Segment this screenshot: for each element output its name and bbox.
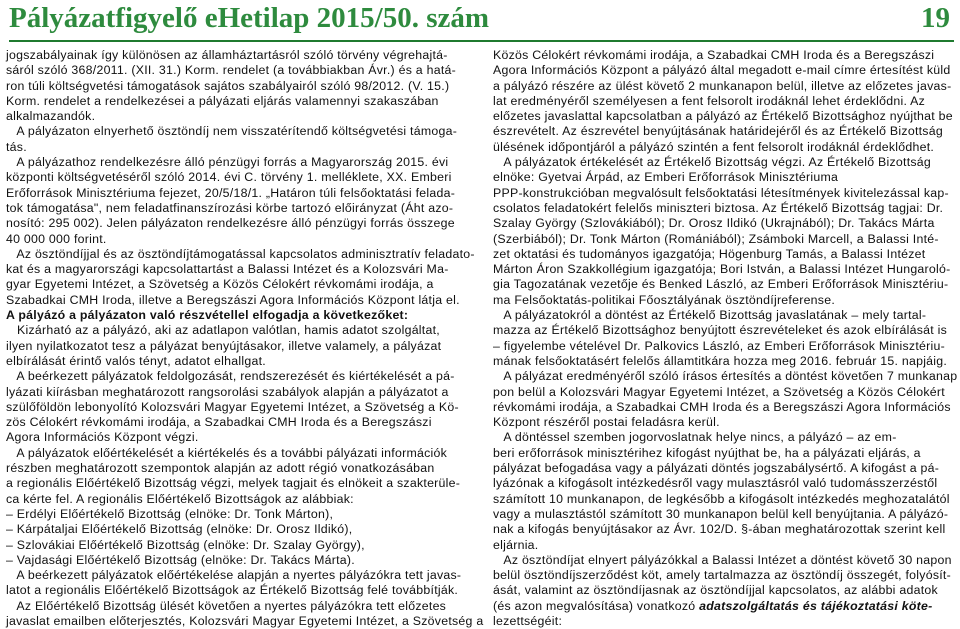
text-line: ülésének időpontjáról a pályázó szintén a fent felsorolt irodáknál érdeklődhet. xyxy=(493,139,935,154)
page-number: 19 xyxy=(921,2,950,34)
text-line: A beérkezett pályázatok előértékelése alapján a nyertes pályázókra tett javas- xyxy=(6,568,462,583)
text-line: – Kárpátaljai Előértékelő Bizottság (elnöke: Dr. Orosz Ildikó), xyxy=(6,522,353,537)
text-line: Az Előértékelő Bizottság ülését követően a nyertes pályázókra tett előzetes xyxy=(6,598,447,613)
text-line: latot a regionális Előértékelő Bizottságok az Értékelő Bizottság felé továbbítják. xyxy=(6,583,459,598)
text-line: ma Felsőoktatás-politikai Főosztályának ösztöndíjreferense. xyxy=(493,292,836,307)
text-line: a regionális Előértékelő Bizottság végzi, melyek tagjait és elnökeit a szakterüle- xyxy=(6,476,461,491)
text-line: Korm. rendelet a rendelkezései a pályázati eljárás valamennyi szakaszában xyxy=(6,93,439,108)
text-line: Kizárható az a pályázó, aki az adatlapon valótlan, hamis adatot szolgáltat, xyxy=(6,323,440,338)
text-line: A döntéssel szemben jogorvoslatnak helye nincs, a pályázó – az em- xyxy=(493,430,897,445)
text-line: sáról szóló 368/2011. (XII. 31.) Korm. rendelet (a továbbiakban Ávr.) és a hatá- xyxy=(6,63,456,78)
text-line: a pályázó részére az ülést követő 2 munkanapon belül, illetve az előzetes javas- xyxy=(493,78,952,93)
text-line: A pályázó a pályázaton való részvétellel elfogadja a következőket: xyxy=(6,308,409,323)
text-line: lezettségéit: xyxy=(493,613,563,628)
text-line: gyar Egyetemi Intézet, a Szövetség a Közös Célokért révkomámi irodája, a xyxy=(6,277,434,292)
text-line: 40 000 000 forint. xyxy=(6,231,107,246)
text-line: ca kérte fel. A regionális Előértékelő Bizottságok az alábbiak: xyxy=(6,491,354,506)
text-line: A pályázatok értékelését az Értékelő Bizottság végzi. Az Értékelő Bizottság xyxy=(493,155,932,170)
text-line: nosító: 295 002). Jelen pályázaton rendelkezésre álló pénzügyi forrás összege xyxy=(6,216,455,231)
text-line: Központ részéről postai feladásra kerül. xyxy=(493,415,720,430)
text-line: (és azon megvalósítása) vonatkozó adatszolgáltatás és tájékoztatási köte- xyxy=(493,598,933,613)
text-line: lyázati kiírásban meghatározott rangsorolási szabályok alapján a pályázatot a xyxy=(6,384,449,399)
text-line: eljárnia. xyxy=(493,537,539,552)
text-line: tás. xyxy=(6,139,27,154)
text-line: számított 10 munkanapon, de legkésőbb a kifogásolt intézkedés meghozatalától xyxy=(493,491,950,506)
text-line: Szalay György (Szlovákiából); Dr. Orosz Ildikó (Ukrajnából); Dr. Takács Márta xyxy=(493,216,935,231)
text-line: A beérkezett pályázatok feldolgozását, rendszerezését és kiértékelését a pá- xyxy=(6,369,455,384)
text-line: – figyelembe vételével Dr. Palkovics László, az Emberi Erőforrások Minisztériu- xyxy=(493,338,945,353)
text-line: mának felsőoktatásért felelős államtitkára hozza meg 2016. február 15. napjáig. xyxy=(493,353,948,368)
text-line: Az ösztöndíjjal és az ösztöndíjtámogatással kapcsolatos adminisztratív feladato- xyxy=(6,246,475,261)
text-line: alkalmazandók. xyxy=(6,109,96,124)
text-line: Közös Célokért révkomámi irodája, a Szabadkai CMH Iroda és a Beregszászi xyxy=(493,48,935,62)
text-line: A pályázathoz rendelkezésre álló pénzügyi forrás a Magyarország 2015. évi xyxy=(6,155,449,170)
text-line: – Vajdasági Előértékelő Bizottság (elnöke: Dr. Takács Márta). xyxy=(6,552,355,567)
text-line: – Erdélyi Előértékelő Bizottság (elnöke: Dr. Tonk Márton), xyxy=(6,506,334,521)
text-line: A pályázatok előértékelését a kiértékelés és a további pályázati információk xyxy=(6,445,448,460)
text-line: mazza az Értékelő Bizottsághoz benyújtott észrevételeket és azok elbírálását is xyxy=(493,323,948,338)
text-line: gia Tagozatának vezetője és Benked László, az Emberi Erőforrások Minisztériu- xyxy=(493,277,949,292)
text-line: Erőforrások Minisztériuma fejezet, 20/5/18/1. „Határon túli felsőoktatási felada- xyxy=(6,185,456,200)
text-line: szülőföldön lebonyolító Kolozsvári Magyar Egyetemi Intézet, a Szövetség a Kö- xyxy=(6,399,459,414)
text-line: belül ösztöndíjszerződést köt, amely tartalmazza az ösztöndíj összegét, folyósít- xyxy=(493,568,951,583)
text-line: pon belül a Kolozsvári Magyar Egyetemi Intézet, a Szövetség a Közös Célokért xyxy=(493,384,945,399)
text-line: Az ösztöndíjat elnyert pályázókkal a Balassi Intézet a döntést követő 30 napon xyxy=(493,552,952,567)
text-line: ását, valamint az ösztöndíjasnak az ösztöndíjjal kapcsolatos, az alábbi adatok xyxy=(493,583,938,598)
text-line: Agora Információs Központ végzi. xyxy=(6,430,199,445)
text-line: kat és a magyarországi kapcsolattartást a Balassi Intézet és a Kolozsvári Ma- xyxy=(6,262,449,277)
text-line: Agora Információs Központ a pályázó által megadott e-mail címre értesítést küld xyxy=(493,63,951,78)
text-line: A pályázaton elnyerhető ösztöndíj nem visszatérítendő költségvetési támoga- xyxy=(6,124,458,139)
left-text-column xyxy=(6,48,484,629)
right-text-column xyxy=(493,48,958,629)
text-line: zös Célokért révkomámi irodája, a Szabadkai CMH Iroda és a Beregszászi xyxy=(6,415,432,430)
text-line: előzetes javaslattal kapcsolatban a pályázó az Értékelő Bizottsághoz nyújthat be xyxy=(493,109,953,124)
text-line: ilyen nyilatkozatot tesz a pályázat benyújtásakor, illetve valamely, a pályázat xyxy=(6,338,442,353)
text-line: vagy a mulasztástól számított 30 munkanapon belül kell benyújtania. A pályázó- xyxy=(493,506,949,521)
text-line: Szabadkai CMH Iroda, illetve a Beregszászi Agora Információs Központ látja el. xyxy=(6,292,460,307)
page-header xyxy=(9,0,954,42)
text-line: A pályázat eredményéről szóló írásos értesítés a döntést követően 7 munkanap xyxy=(493,369,958,384)
text-line: révkomámi irodája, a Szabadkai CMH Iroda és a Beregszászi Agora Információs xyxy=(493,399,951,414)
text-line: javaslat emailben előterjesztés, Kolozsvári Magyar Egyetemi Intézet, a Szövetség a xyxy=(6,613,484,628)
text-line: elbírálását érintő valós tényt, adatot elhallgat. xyxy=(6,353,266,368)
publication-title: Pályázatfigyelő eHetilap 2015/50. szám xyxy=(9,2,490,34)
text-line: tok támogatása", nem feladatfinanszírozási körbe tartozó előirányzat (Áht azo- xyxy=(6,200,454,215)
text-line: Márton Áron Szakkollégium igazgatója; Bori István, a Balassi Intézet Hungaroló- xyxy=(493,262,951,277)
text-line: lyázónak a kifogásolt intézkedésről vagy mulasztásról való tudomásszerzéstől xyxy=(493,476,938,491)
text-line: zet oktatási és tudományos igazgatója; Högenburg Tamás, a Balassi Intézet xyxy=(493,246,926,261)
text-line: részben meghatározott szempontok alapján az adott régió vonatkozásában xyxy=(6,461,435,476)
text-line: PPP-konstrukcióban megvalósult felsőoktatási létesítmények kivitelezással kap- xyxy=(493,185,949,200)
text-line: – Szlovákiai Előértékelő Bizottság (elnöke: Dr. Szalay György), xyxy=(6,537,365,552)
text-line: csolatos feladatokért felelős miniszteri biztosa. Az Értékelő Bizottság tagjai: Dr. xyxy=(493,200,944,215)
text-line: pályázat befogadása vagy a pályázati döntés jogszabálysértő. A kifogást a pá- xyxy=(493,461,940,476)
text-line: (Szerbiából); Dr. Tonk Márton (Romániából); Zsámboki Marcell, a Balassi Inté- xyxy=(493,231,939,246)
text-line: ron túli költségvetési támogatások sajátos szabályairól szóló 98/2012. (V. 15.) xyxy=(6,78,450,93)
text-line: nak a kifogás benyújtásakor az Ávr. 102/D. §-ában meghatározottak szerint kell xyxy=(493,522,946,537)
text-line: központi költségvetéséről szóló 2014. évi C. törvény 1. melléklete, XX. Emberi xyxy=(6,170,452,185)
text-line: A pályázatokról a döntést az Értékelő Bizottság javaslatának – mely tartal- xyxy=(493,308,927,323)
text-line: lat eredményéről személyesen a fent felsorolt irodáknál lehet érdeklődni. Az xyxy=(493,93,926,108)
text-line: elnöke: Gyetvai Árpád, az Emberi Erőforrások Minisztériuma xyxy=(493,170,839,185)
text-line: észrevételt. Az észrevétel benyújtásának határidejéről és az Értékelő Bizottság xyxy=(493,124,943,139)
text-line: beri erőforrások minisztérihez kifogást nyújthat be, ha a pályázati eljárás, a xyxy=(493,445,921,460)
text-line: jogszabályainak így különösen az államháztartásról szóló törvény végrehajtá- xyxy=(6,48,448,62)
